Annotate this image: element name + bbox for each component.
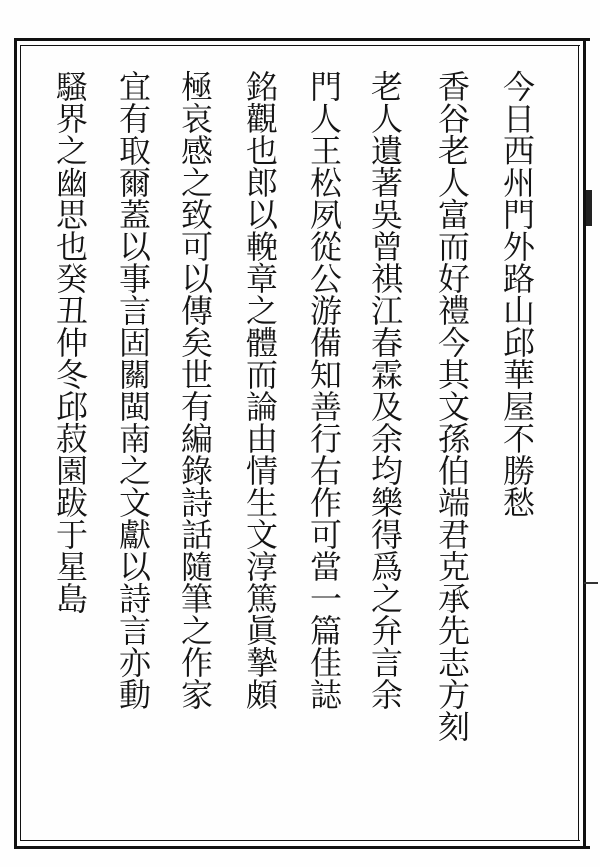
frame-top-inner-line xyxy=(20,45,580,46)
frame-bottom-inner-line xyxy=(20,840,580,841)
frame-left-outer-line xyxy=(14,38,17,849)
edge-mark xyxy=(584,582,598,584)
frame-right-inner-line xyxy=(578,45,579,841)
text-column-6: 極哀感之致可以傳矣世有編錄詩話隨筆之作家 xyxy=(176,70,214,710)
frame-top-outer-line xyxy=(14,38,590,41)
text-column-2: 香谷老人富而好禮今其文孫伯端君克承先志方刻 xyxy=(433,70,471,742)
text-column-3: 老人遺著吳曾祺江春霖及余均樂得爲之弁言余 xyxy=(366,70,404,710)
text-column-5: 銘觀也郎以輓章之體而論由情生文淳篤眞摯頗 xyxy=(241,70,279,710)
frame-bottom-outer-line xyxy=(14,846,590,849)
text-column-7: 宜有取爾蓋以事言固關閩南之文獻以詩言亦動 xyxy=(114,70,152,710)
text-column-8: 騷界之幽思也癸丑仲冬邱菽園跋于星島 xyxy=(51,70,89,614)
text-column-1: 今日西州門外路山邱華屋不勝愁 xyxy=(498,70,536,518)
edge-mark xyxy=(586,190,592,226)
text-column-4: 門人王松夙從公游備知善行右作可當一篇佳誌 xyxy=(305,70,343,710)
frame-left-inner-line xyxy=(20,45,21,841)
frame-right-outer-line xyxy=(583,38,586,849)
